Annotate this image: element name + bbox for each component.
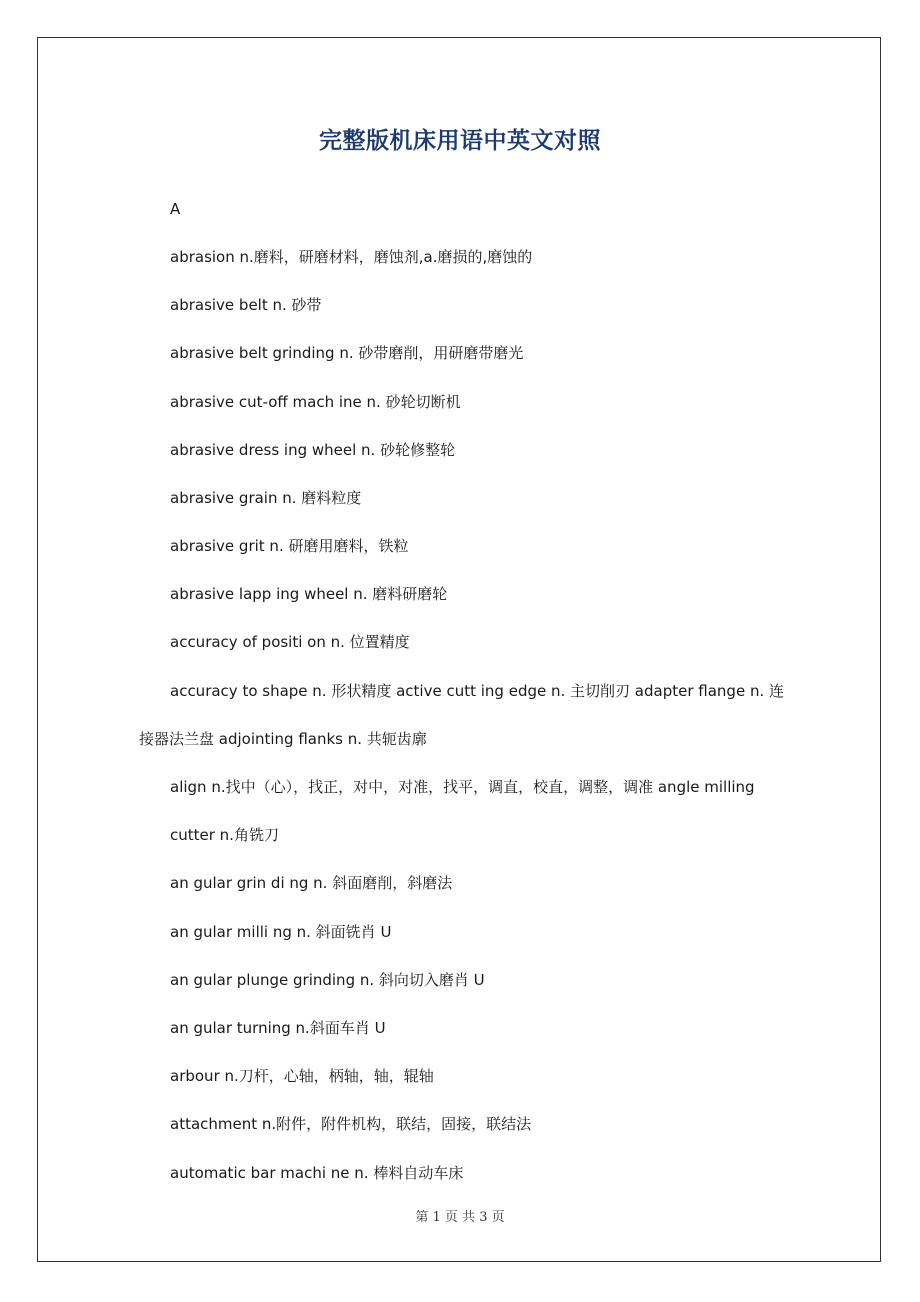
entry-line: align n.找中（心），找正，对中，对准，找平，调直，校直，调整，调准 angle milling [170,778,755,796]
entry-line: accuracy of positi on n. 位置精度 [170,633,410,651]
entry-line: attachment n.附件，附件机构，联结，固接，联结法 [170,1115,532,1133]
entry-line: automatic bar machi ne n. 棒料自动车床 [170,1164,464,1182]
page-footer: 第 1 页 共 3 页 [415,1210,505,1225]
entry-line: abrasive belt n. 砂带 [170,296,322,314]
entry-line: an gular grin di ng n. 斜面磨削，斜磨法 [170,874,453,892]
entry-line: abrasive grit n. 研磨用磨料，铁粒 [170,537,409,555]
document-title: 完整版机床用语中英文对照 [319,128,601,154]
section-letter: A [170,200,181,218]
entry-line: abrasive grain n. 磨料粒度 [170,489,362,507]
entry-line-continuation: 接器法兰盘 adjointing flanks n. 共轭齿廓 [139,730,427,748]
entry-line: arbour n.刀杆，心轴，柄轴，轴，辊轴 [170,1067,434,1085]
entry-line: an gular plunge grinding n. 斜向切入磨肖 U [170,971,485,989]
entry-line: accuracy to shape n. 形状精度 active cutt ing edge n. 主切削刃 adapter flange n. 连 [170,682,784,700]
entry-line: abrasive belt grinding n. 砂带磨削，用研磨带磨光 [170,344,524,362]
entry-line: abrasive lapp ing wheel n. 磨料研磨轮 [170,585,448,603]
entry-line: an gular turning n.斜面车肖 U [170,1019,386,1037]
entry-line: abrasion n.磨料，研磨材料，磨蚀剂,a.磨损的,磨蚀的 [170,248,533,266]
entry-line: abrasive cut-off mach ine n. 砂轮切断机 [170,393,461,411]
entry-line: an gular milli ng n. 斜面铣肖 U [170,923,392,941]
entry-line: cutter n.角铣刀 [170,826,279,844]
page-frame [37,37,881,1262]
entry-line: abrasive dress ing wheel n. 砂轮修整轮 [170,441,456,459]
